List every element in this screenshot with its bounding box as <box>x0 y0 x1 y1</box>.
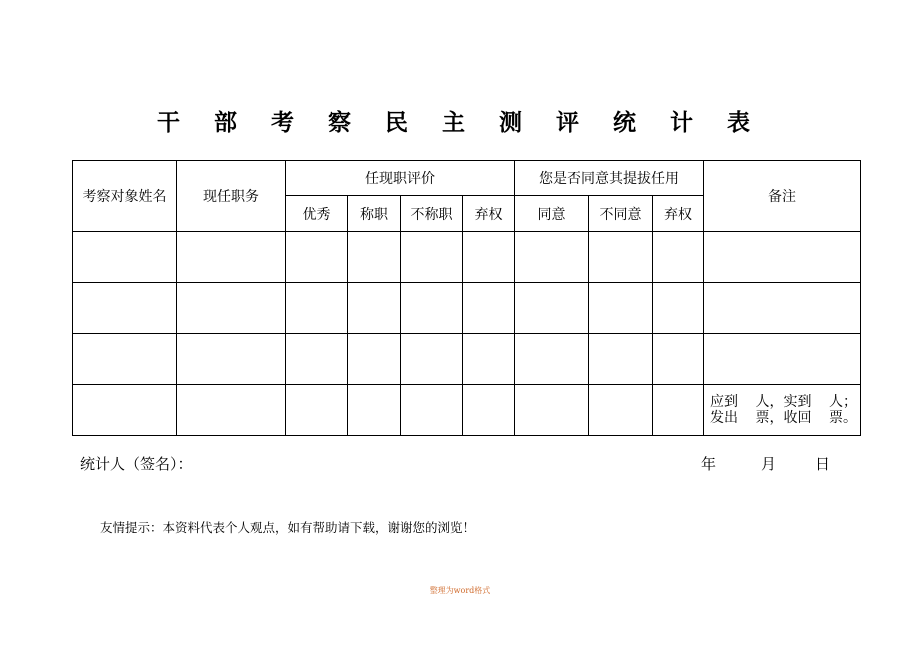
cell[interactable] <box>653 283 704 334</box>
cell-position[interactable] <box>177 232 286 283</box>
attendance-note <box>704 385 861 436</box>
cell[interactable] <box>653 232 704 283</box>
header-eval-abstain: 弃权 <box>463 196 515 232</box>
evaluation-table <box>72 160 861 436</box>
note-should-attend: 应到 <box>710 394 738 410</box>
cell-remark[interactable] <box>704 334 861 385</box>
header-position: 现任职务 <box>177 161 286 232</box>
cell[interactable] <box>515 232 589 283</box>
cell-name[interactable] <box>73 283 177 334</box>
cell-name[interactable] <box>73 385 177 436</box>
table-row <box>73 385 861 436</box>
cell[interactable] <box>589 283 653 334</box>
cell[interactable] <box>286 334 348 385</box>
cell[interactable] <box>589 232 653 283</box>
page-title: 干 部 考 察 民 主 测 评 统 计 表 <box>156 110 764 136</box>
note-votes-end: 票。 <box>829 410 857 426</box>
header-eval-excellent: 优秀 <box>286 196 348 232</box>
table-row <box>73 334 861 385</box>
header-eval-incompetent: 不称职 <box>401 196 463 232</box>
cell[interactable] <box>515 385 589 436</box>
date-month: 月 <box>761 455 777 473</box>
cell[interactable] <box>348 232 401 283</box>
cell[interactable] <box>286 385 348 436</box>
header-eval-group: 任现职评价 <box>286 161 515 196</box>
cell[interactable] <box>653 334 704 385</box>
cell[interactable] <box>515 334 589 385</box>
header-promote-disagree: 不同意 <box>589 196 653 232</box>
cell-name[interactable] <box>73 232 177 283</box>
cell-position[interactable] <box>177 385 286 436</box>
cell-remark[interactable] <box>704 283 861 334</box>
date-day: 日 <box>815 455 831 473</box>
header-name: 考察对象姓名 <box>73 161 177 232</box>
cell[interactable] <box>401 334 463 385</box>
cell[interactable] <box>286 232 348 283</box>
cell-remark[interactable] <box>704 232 861 283</box>
cell[interactable] <box>348 283 401 334</box>
note-actual-attend: 人，实到 <box>755 394 812 410</box>
friendly-tip: 友情提示：本资料代表个人观点，如有帮助请下载，谢谢您的浏览！ <box>100 520 476 535</box>
cell[interactable] <box>401 232 463 283</box>
header-remark: 备注 <box>704 161 861 232</box>
cell[interactable] <box>463 385 515 436</box>
cell[interactable] <box>515 283 589 334</box>
cell[interactable] <box>653 385 704 436</box>
footer-note: 整理为word格式 <box>429 586 491 595</box>
cell-position[interactable] <box>177 334 286 385</box>
note-people-end: 人； <box>829 394 857 410</box>
cell[interactable] <box>401 385 463 436</box>
cell[interactable] <box>348 334 401 385</box>
header-promote-abstain: 弃权 <box>653 196 704 232</box>
cell-name[interactable] <box>73 334 177 385</box>
cell[interactable] <box>589 385 653 436</box>
note-issued: 发出 <box>710 410 738 426</box>
cell[interactable] <box>286 283 348 334</box>
table-row <box>73 283 861 334</box>
cell[interactable] <box>463 334 515 385</box>
header-eval-competent: 称职 <box>348 196 401 232</box>
signature-label: 统计人（签名）： <box>80 455 193 473</box>
date-year: 年 <box>701 455 717 473</box>
cell[interactable] <box>589 334 653 385</box>
header-promote-agree: 同意 <box>515 196 589 232</box>
cell[interactable] <box>348 385 401 436</box>
header-promote-group: 您是否同意其提拔任用 <box>515 161 704 196</box>
cell-position[interactable] <box>177 283 286 334</box>
table-row <box>73 232 861 283</box>
cell[interactable] <box>401 283 463 334</box>
cell[interactable] <box>463 232 515 283</box>
note-collected: 票，收回 <box>755 410 812 426</box>
cell[interactable] <box>463 283 515 334</box>
